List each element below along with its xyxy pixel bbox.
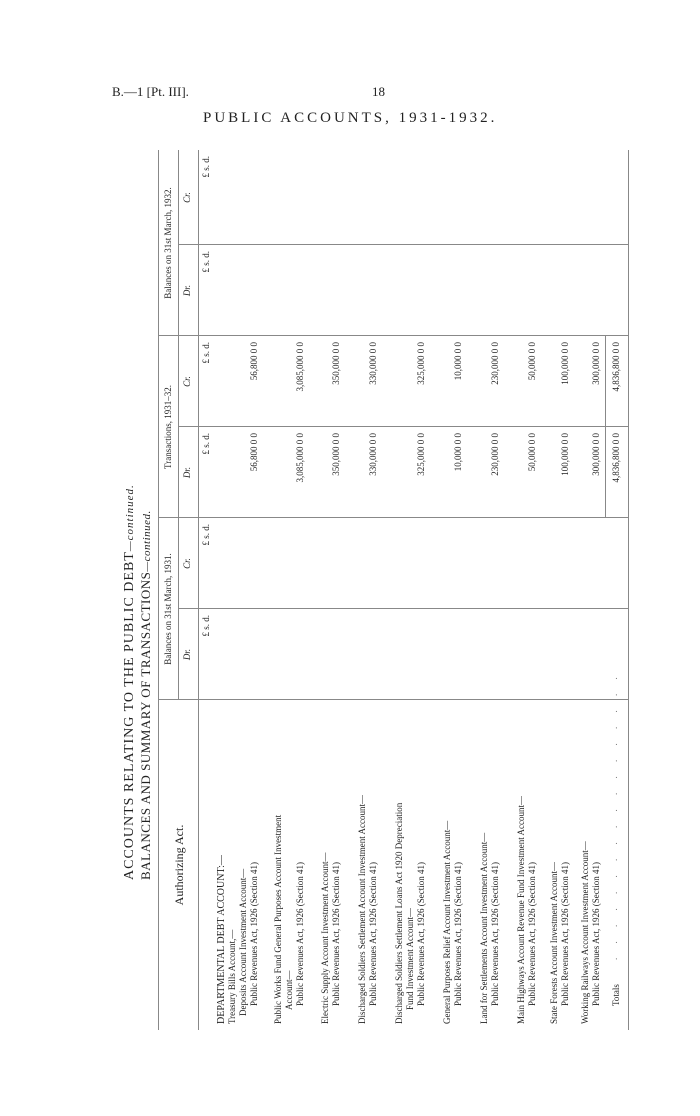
row-account-line: Discharged Soldiers Settlement Account Investment Account— bbox=[357, 794, 367, 1024]
totals-label: Totals bbox=[611, 984, 621, 1006]
table-bottom-rule bbox=[628, 150, 629, 1030]
section-departmental-debt: DEPARTMENTAL DEBT ACCOUNT:— bbox=[216, 855, 227, 1024]
row-cr-value: 330,000 0 0 bbox=[368, 342, 378, 385]
units-label: £ s. d. bbox=[201, 433, 211, 455]
col-dr-header: Dr. bbox=[182, 648, 192, 661]
row-cr-value: 56,800 0 0 bbox=[249, 342, 259, 381]
row-account-line: Main Highways Account Revenue Fund Investment Account— bbox=[516, 796, 526, 1024]
col-group-balances-1932: Balances on 31st March, 1932. bbox=[163, 187, 173, 299]
row-account-line: Working Railways Account Investment Account— bbox=[580, 841, 590, 1024]
row-account-line: General Purposes Relief Account Investment Account— bbox=[442, 820, 452, 1024]
units-label: £ s. d. bbox=[201, 156, 211, 178]
row-cr-value: 300,000 0 0 bbox=[591, 342, 601, 385]
row-dr-value: 330,000 0 0 bbox=[368, 433, 378, 476]
row-act-line: Public Revenues Act, 1926 (Section 41) bbox=[331, 862, 341, 1006]
row-dr-value: 3,085,000 0 0 bbox=[295, 433, 305, 483]
col-group-balances-1931: Balances on 31st March, 1931. bbox=[163, 553, 173, 665]
col-divider bbox=[178, 608, 628, 609]
units-label: £ s. d. bbox=[201, 251, 211, 273]
col-cr-header: Cr. bbox=[182, 376, 192, 387]
row-act-line: Public Revenues Act, 1926 (Section 41) bbox=[490, 862, 500, 1006]
row-cr-value: 325,000 0 0 bbox=[416, 342, 426, 385]
row-dr-value: 230,000 0 0 bbox=[490, 433, 500, 476]
page-banner: PUBLIC ACCOUNTS, 1931-1932. bbox=[203, 110, 498, 126]
units-label: £ s. d. bbox=[201, 615, 211, 637]
col-authorizing-header: Authorizing Act. bbox=[172, 824, 186, 906]
rotated-table bbox=[122, 150, 630, 1030]
table-top-rule bbox=[158, 150, 159, 1030]
row-dr-value: 325,000 0 0 bbox=[416, 433, 426, 476]
row-act-line: Public Revenues Act, 1926 (Section 41) bbox=[591, 862, 601, 1006]
row-act-line: Public Revenues Act, 1926 (Section 41) bbox=[560, 862, 570, 1006]
row-act-line: Public Revenues Act, 1926 (Section 41) bbox=[368, 862, 378, 1006]
row-cr-value: 10,000 0 0 bbox=[453, 342, 463, 381]
row-account-line: Deposits Account Investment Account— bbox=[238, 868, 248, 1016]
col-cr-header: Cr. bbox=[182, 192, 192, 203]
row-dr-value: 50,000 0 0 bbox=[527, 433, 537, 472]
col-divider bbox=[158, 699, 628, 700]
subheader-rule bbox=[198, 150, 199, 700]
row-account-line: Public Works Fund General Purposes Account Investment bbox=[273, 814, 283, 1024]
col-dr-header: Dr. bbox=[182, 466, 192, 479]
row-dr-value: 350,000 0 0 bbox=[331, 433, 341, 476]
row-dr-value: 56,800 0 0 bbox=[249, 433, 259, 472]
units-label: £ s. d. bbox=[201, 524, 211, 546]
row-act-line: Public Revenues Act, 1926 (Section 41) bbox=[527, 862, 537, 1006]
row-account-line: Electric Supply Account Investment Account— bbox=[320, 852, 330, 1024]
row-act-line: Public Revenues Act, 1926 (Section 41) bbox=[295, 862, 305, 1006]
row-dr-value: 10,000 0 0 bbox=[453, 433, 463, 472]
row-act-line: Public Revenues Act, 1926 (Section 41) bbox=[453, 862, 463, 1006]
col-dr-header: Dr. bbox=[182, 284, 192, 297]
col-group-transactions: Transactions, 1931–32. bbox=[163, 385, 173, 469]
col-cr-header: Cr. bbox=[182, 558, 192, 569]
row-account-line: Land for Settlements Account Investment Account— bbox=[479, 832, 489, 1024]
row-dr-value: 300,000 0 0 bbox=[591, 433, 601, 476]
row-cr-value: 350,000 0 0 bbox=[331, 342, 341, 385]
totals-cr: 4,836,800 0 0 bbox=[611, 342, 621, 392]
row-cr-value: 230,000 0 0 bbox=[490, 342, 500, 385]
authorizing-header-rule bbox=[198, 700, 199, 1030]
totals-rule bbox=[605, 336, 606, 518]
col-divider bbox=[158, 517, 628, 518]
totals-leader: . . . . . . . . . . . . . . . . . . bbox=[609, 671, 619, 960]
row-act-line: Public Revenues Act, 1926 (Section 41) bbox=[249, 862, 259, 1006]
row-cr-value: 50,000 0 0 bbox=[527, 342, 537, 381]
col-divider bbox=[158, 335, 628, 336]
row-account-line: Discharged Soldiers Settlement Loans Act 1920 Depreciation bbox=[394, 802, 404, 1024]
totals-dr: 4,836,800 0 0 bbox=[611, 433, 621, 483]
row-account-line: Account— bbox=[284, 970, 294, 1010]
row-act-line: Public Revenues Act, 1926 (Section 41) bbox=[416, 862, 426, 1006]
page-number: 18 bbox=[372, 84, 385, 99]
table-subtitle: BALANCES AND SUMMARY OF TRANSACTIONS—continued. bbox=[138, 510, 153, 880]
table-title: ACCOUNTS RELATING TO THE PUBLIC DEBT—continued. bbox=[122, 484, 137, 880]
row-dr-value: 100,000 0 0 bbox=[560, 433, 570, 476]
units-label: £ s. d. bbox=[201, 342, 211, 364]
row-account-line: State Forests Account Investment Account— bbox=[549, 862, 559, 1024]
row-account-line: Fund Investment Account— bbox=[405, 908, 415, 1010]
section-treasury-bills: Treasury Bills Account,— bbox=[227, 929, 237, 1024]
report-reference: B.—1 [Pt. III]. bbox=[112, 84, 189, 99]
row-cr-value: 3,085,000 0 0 bbox=[295, 342, 305, 392]
row-cr-value: 100,000 0 0 bbox=[560, 342, 570, 385]
col-divider bbox=[178, 244, 628, 245]
group-header-rule bbox=[178, 150, 179, 700]
